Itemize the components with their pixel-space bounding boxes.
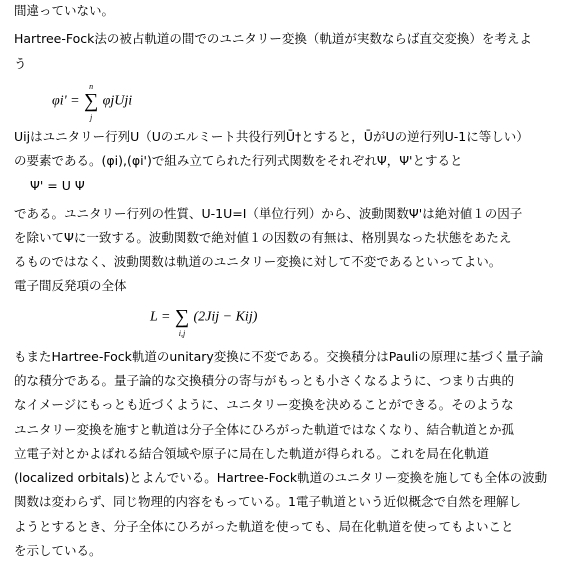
text-line-5: の要素である。(φi),(φi')で組み立てられた行列式関数をそれぞれΨ，Ψ'とすると bbox=[14, 153, 463, 168]
eq1-rhs: φjUji bbox=[102, 93, 133, 109]
text-line-19: を示している。 bbox=[14, 543, 102, 558]
eq1-lhs: φi' = bbox=[52, 93, 80, 109]
text-line-9: るものではなく、波動関数は軌道のユニタリー変換に対して不変であるといってよい。 bbox=[14, 254, 502, 269]
eq2-rhs: (2Jij − Kij) bbox=[193, 309, 258, 325]
sum-symbol: ∑ bbox=[174, 306, 190, 328]
text-line-8: を除いてΨに一致する。波動関数で絶対値１の因数の有無は、格別異なった状態をあたえ bbox=[14, 230, 512, 245]
eq1-sum-bottom: j bbox=[89, 113, 93, 122]
eq1-sum bbox=[83, 82, 99, 122]
text-line-13: なイメージにもっとも近づくように、ユニタリー変換を決めることができる。そのような bbox=[14, 397, 514, 412]
text-line-12: 的な積分である。量子論的な交換積分の寄与がもっとも小さくなるように、つまり古典的 bbox=[14, 373, 515, 388]
text-line-16: (localized orbitals)とよんでいる。Hartree-Fock軌道のユニタリー変換を施しても全体の波動 bbox=[14, 470, 548, 485]
sum-symbol: ∑ bbox=[83, 90, 99, 112]
text-line-17: 関数は変わらず、同じ物理的内容をもっている。1電子軌道という近似概念で自然を理解し bbox=[14, 494, 521, 509]
eq2-sum bbox=[174, 306, 190, 338]
text-line-1: 間違っていない。 bbox=[14, 3, 115, 18]
text-line-7: である。ユニタリー行列の性質、U-1U=I（単位行列）から、波動関数Ψ'は絶対値１の因子 bbox=[14, 206, 523, 221]
text-line-4: Uijはユニタリー行列U（Uのエルミート共役行列Ū†とすると，ŪがUの逆行列U-1に等しい） bbox=[14, 129, 529, 144]
text-line-15: 立電子対とかよばれる結合領域や原子に局在した軌道が得られる。これを局在化軌道 bbox=[14, 446, 490, 461]
eq1-sum-top: n bbox=[89, 82, 94, 91]
text-line-14: ユニタリー変換を施すと軌道は分子全体にひろがった軌道ではなくなり、結合軌道とか孤 bbox=[14, 422, 515, 437]
text-line-11: もまたHartree-Fock軌道のunitary変換に不変である。交換積分はPauliの原理に基づく量子論 bbox=[14, 349, 544, 364]
equation-unitary-transform bbox=[52, 82, 133, 122]
text-line-2: Hartree-Fock法の被占軌道の間でのユニタリー変換（軌道が実数ならば直交変換）を考えよ bbox=[14, 31, 532, 46]
text-line-3: う bbox=[14, 56, 27, 71]
text-line-6: Ψ' = U Ψ bbox=[30, 178, 85, 193]
text-line-10: 電子間反発項の全体 bbox=[14, 278, 127, 293]
text-line-18: ようとするとき、分子全体にひろがった軌道を使っても、局在化軌道を使ってもよいこと bbox=[14, 519, 514, 534]
eq2-lhs: L = bbox=[150, 309, 171, 325]
equation-electron-repulsion bbox=[150, 306, 258, 338]
eq2-sum-bottom: i,j bbox=[178, 329, 186, 338]
